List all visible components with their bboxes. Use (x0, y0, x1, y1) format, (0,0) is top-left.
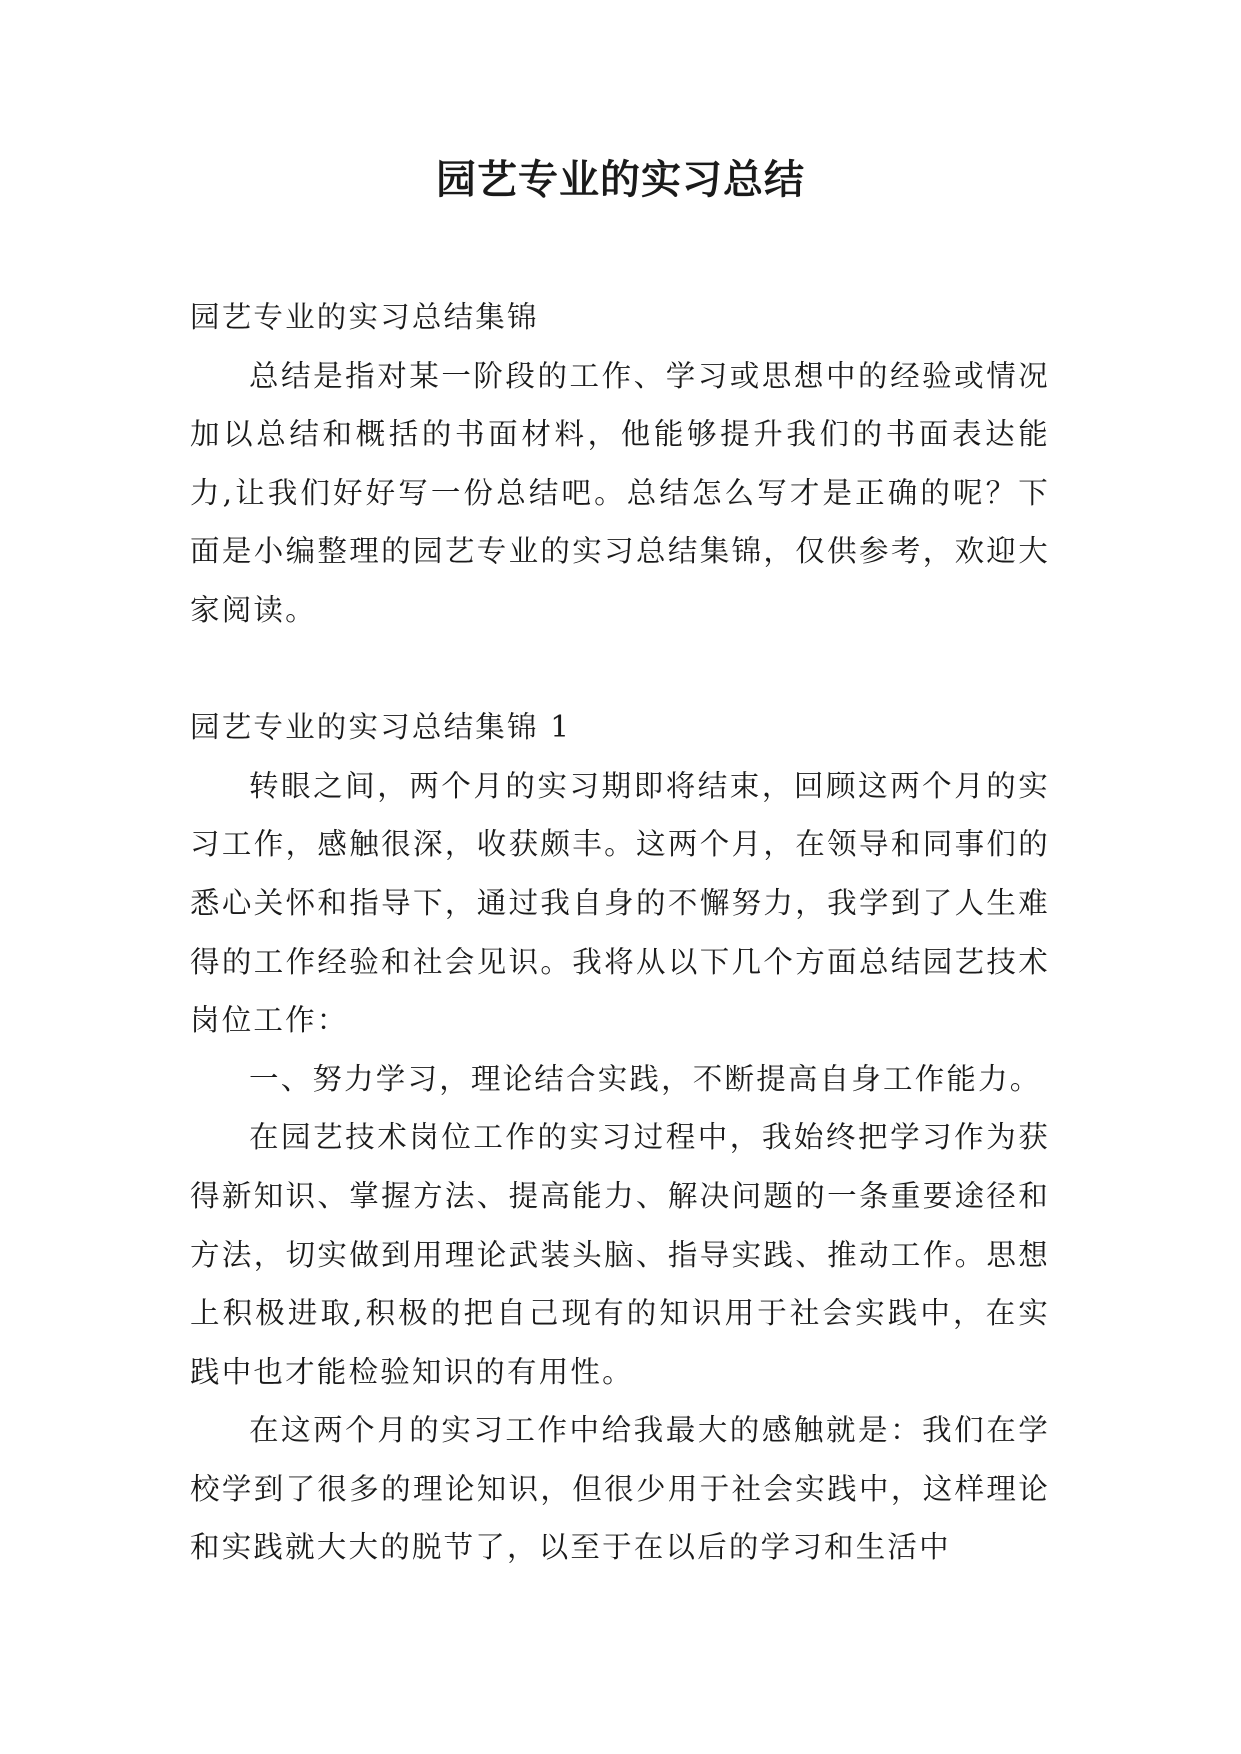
body-paragraph: 在园艺技术岗位工作的实习过程中，我始终把学习作为获得新知识、掌握方法、提高能力、解决问题的一条重要途径和方法，切实做到用理论武装头脑、指导实践、推动工作。思想上积极进取,积极的把自己现有的知识用于社会实践中，在实践中也才能检验知识的有用性。 (190, 1120, 1050, 1389)
document-body (190, 288, 1050, 1577)
section-spacer (190, 640, 1050, 699)
body-paragraph: 转眼之间，两个月的实习期即将结束，回顾这两个月的实习工作，感触很深，收获颇丰。这两个月，在领导和同事们的悉心关怀和指导下，通过我自身的不懈努力，我学到了人生难得的工作经验和社会见识。我将从以下几个方面总结园艺技术岗位工作： (190, 768, 1050, 1038)
intro-paragraph: 总结是指对某一阶段的工作、学习或思想中的经验或情况加以总结和概括的书面材料，他能够提升我们的书面表达能力,让我们好好写一份总结吧。总结怎么写才是正确的呢？下面是小编整理的园艺专业的实习总结集锦，仅供参考，欢迎大家阅读。 (190, 358, 1050, 627)
collection-heading: 园艺专业的实习总结集锦 (190, 300, 539, 334)
document-title: 园艺专业的实习总结 (436, 156, 805, 203)
body-paragraph: 在这两个月的实习工作中给我最大的感触就是：我们在学校学到了很多的理论知识，但很少用于社会实践中，这样理论和实践就大大的脱节了，以至于在以后的学习和生活中 (190, 1413, 1050, 1565)
body-paragraph: 一、努力学习，理论结合实践，不断提高自身工作能力。 (249, 1061, 1042, 1096)
section-heading: 园艺专业的实习总结集锦 1 (190, 710, 572, 745)
